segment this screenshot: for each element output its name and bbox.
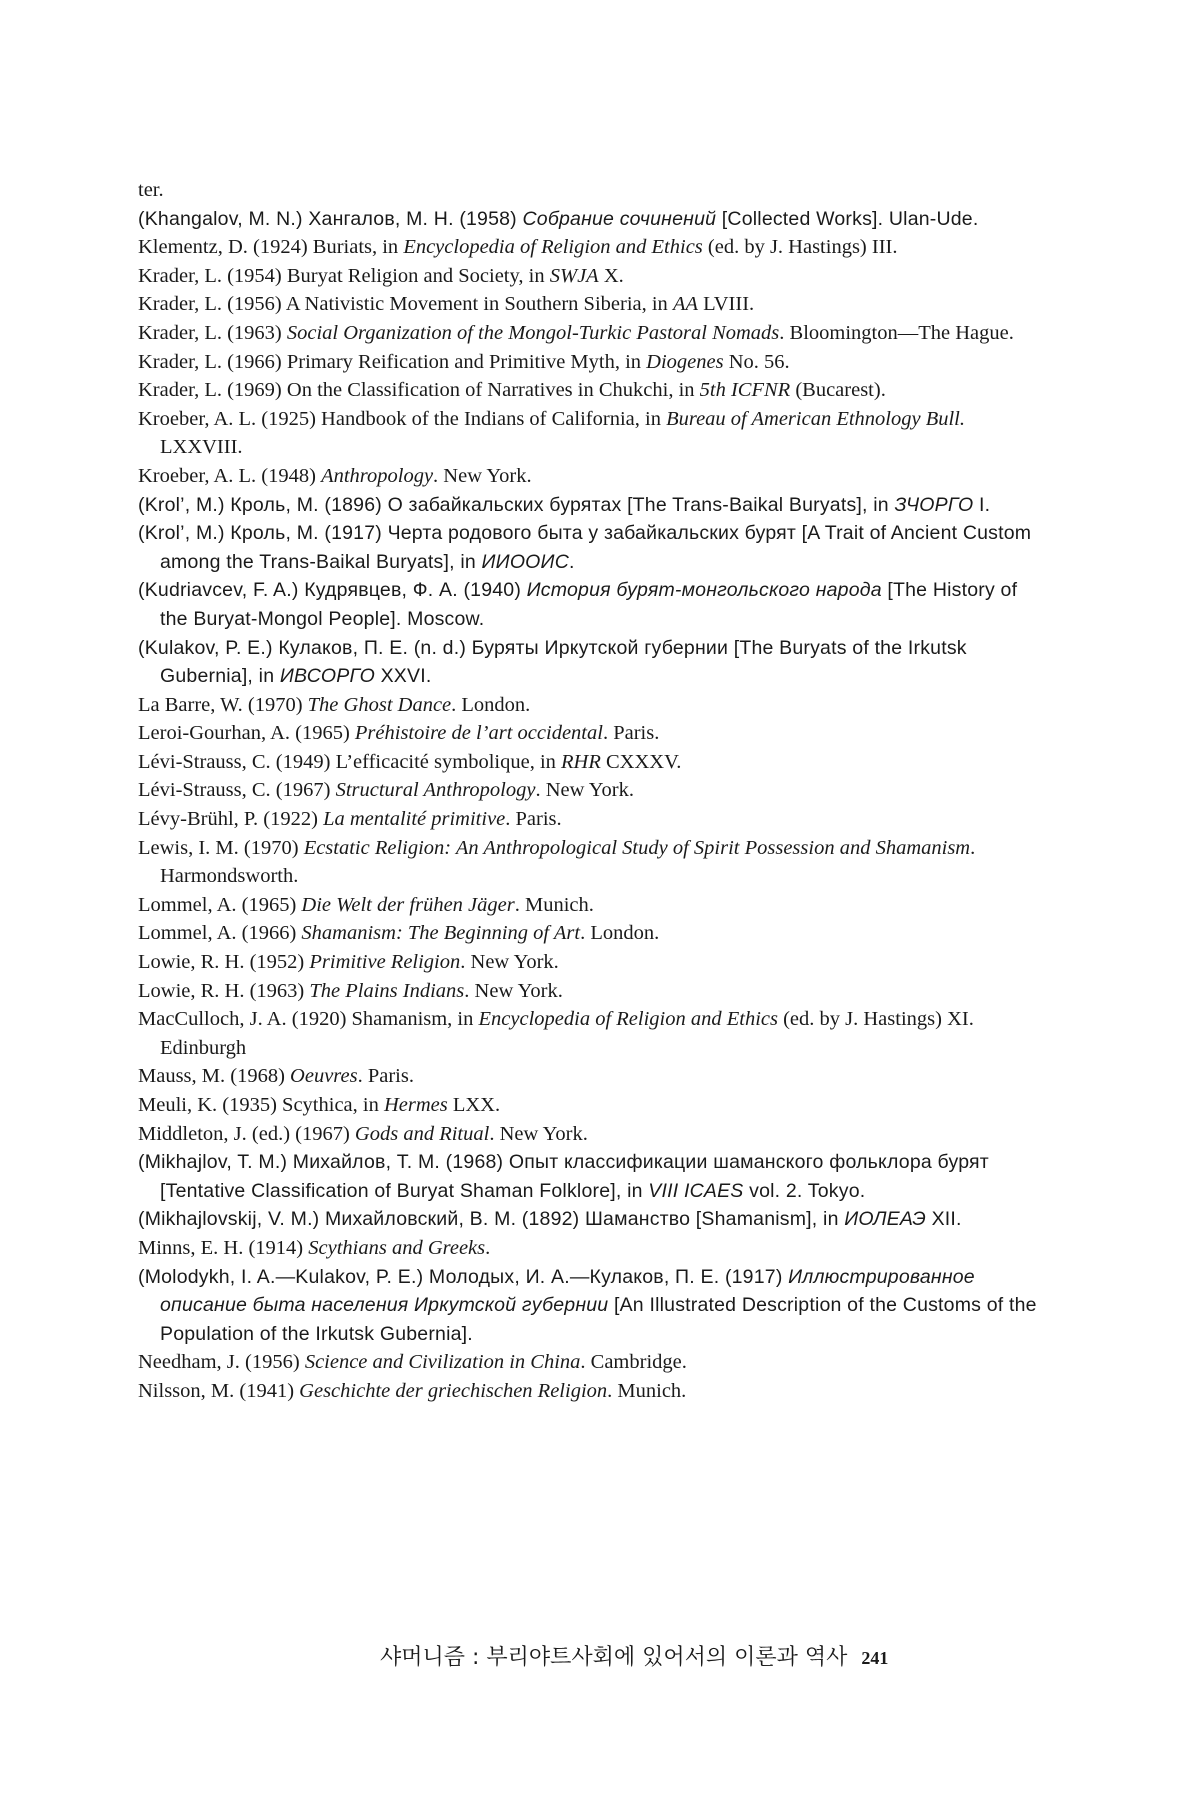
- reference-entry: [138, 176, 1043, 205]
- reference-title: The Ghost Dance: [307, 693, 452, 716]
- reference-text: Nilsson, M. (1941): [138, 1379, 300, 1402]
- reference-title: Anthropology: [321, 464, 434, 487]
- reference-text: (Kulakov, P. E.) Кулаков, П. Е. (n. d.) Буряты Иркутской губернии [The Buryats of the Irkutsk Gubernia], in: [138, 636, 967, 688]
- reference-title: Geschichte der griechischen Religion: [299, 1379, 608, 1402]
- reference-entry: [138, 462, 1043, 491]
- reference-title: La mentalité primitive: [323, 808, 506, 831]
- reference-text: . New York.: [460, 951, 559, 974]
- reference-title: ИИООИС: [481, 550, 569, 573]
- reference-text: (ed. by J. Hastings) III.: [702, 236, 898, 259]
- reference-entry: [138, 290, 1043, 319]
- reference-text: . London.: [580, 922, 660, 945]
- reference-text: Lévi-Strauss, C. (1967): [138, 779, 336, 802]
- reference-title: ИОЛЕАЭ: [844, 1208, 926, 1231]
- reference-entry: [138, 405, 1043, 462]
- reference-text: LXX.: [447, 1094, 501, 1116]
- reference-title: Shamanism: The Beginning of Art: [301, 922, 581, 945]
- reference-entry: [138, 1348, 1043, 1377]
- reference-text: Krader, L. (1956) A Nativistic Movement in Southern Siberia, in: [138, 293, 673, 316]
- reference-text: LXXVIII.: [160, 436, 243, 459]
- reference-text: Leroi-Gourhan, A. (1965): [138, 722, 355, 745]
- reference-entry: [138, 1263, 1043, 1349]
- reference-text: (ed. by J. Hastings) XI. Edinburgh: [160, 1008, 974, 1059]
- reference-entry: [138, 348, 1043, 377]
- reference-text: Kroeber, A. L. (1948): [138, 464, 322, 487]
- reference-title: Science and Civilization in China: [304, 1351, 581, 1374]
- reference-entry: [138, 491, 1043, 520]
- reference-title: ЗЧОРГО: [894, 493, 974, 516]
- reference-entry: [138, 1062, 1043, 1091]
- reference-entry: [138, 748, 1043, 777]
- reference-title: Oeuvres: [290, 1065, 358, 1088]
- reference-text: Kroeber, A. L. (1925) Handbook of the Indians of California, in: [138, 407, 667, 430]
- reference-entry: [138, 262, 1043, 291]
- reference-text: . Munich.: [607, 1379, 687, 1402]
- reference-entry: [138, 719, 1043, 748]
- reference-text: I.: [973, 493, 991, 516]
- reference-entry: [138, 891, 1043, 920]
- reference-text: [The History of the Buryat-Mongol People]. Moscow.: [160, 579, 1018, 630]
- reference-entry: [138, 977, 1043, 1006]
- reference-entry: [138, 1120, 1043, 1149]
- reference-title: Ecstatic Religion: An Anthropological Study of Spirit Possession and Shamanism: [303, 836, 971, 859]
- reference-text: ter.: [138, 179, 164, 201]
- reference-text: Minns, E. H. (1914): [138, 1236, 309, 1259]
- reference-text: Krader, L. (1954) Buryat Religion and Society, in: [138, 264, 550, 287]
- reference-text: Lommel, A. (1965): [138, 893, 302, 916]
- running-footer: 샤머니즘 : 부리야트사회에 있어서의 이론과 역사: [380, 1645, 848, 1670]
- reference-title: Encyclopedia of Religion and Ethics: [478, 1008, 778, 1031]
- reference-text: Meuli, K. (1935) Scythica, in: [138, 1094, 384, 1116]
- reference-text: .: [485, 1236, 491, 1259]
- reference-entry: [138, 691, 1043, 720]
- reference-entry: [138, 776, 1043, 805]
- reference-title: Hermes: [383, 1094, 448, 1116]
- reference-title: Gods and Ritual: [354, 1122, 490, 1145]
- reference-entry: [138, 519, 1043, 576]
- reference-entry: [138, 805, 1043, 834]
- reference-text: . New York.: [535, 779, 634, 802]
- reference-text: Lowie, R. H. (1963): [138, 979, 310, 1002]
- reference-text: . Cambridge.: [580, 1351, 687, 1374]
- reference-text: XXVI.: [374, 665, 432, 688]
- reference-text: . Harmondsworth.: [160, 836, 976, 888]
- reference-text: .: [568, 550, 575, 573]
- reference-text: Klementz, D. (1924) Buriats, in: [138, 236, 404, 259]
- reference-title: Собрание сочинений: [522, 207, 717, 230]
- reference-text: Krader, L. (1963): [138, 321, 287, 344]
- reference-entry: [138, 948, 1043, 977]
- reference-title: История бурят-монгольского народа: [526, 579, 882, 602]
- reference-entry: [138, 1234, 1043, 1263]
- reference-text: . New York.: [489, 1122, 588, 1145]
- reference-entry: [138, 576, 1043, 633]
- reference-text: Mauss, M. (1968): [138, 1065, 291, 1088]
- reference-text: . Bloomington—The Hague.: [779, 321, 1014, 344]
- reference-title: Diogenes: [646, 350, 724, 373]
- reference-title: Préhistoire de l’art occidental: [354, 722, 603, 745]
- reference-text: Lewis, I. M. (1970): [138, 836, 304, 859]
- reference-text: . New York.: [433, 464, 532, 487]
- reference-text: La Barre, W. (1970): [138, 693, 308, 716]
- reference-entry: [138, 1148, 1043, 1205]
- reference-text: vol. 2. Tokyo.: [743, 1179, 866, 1202]
- reference-title: VIII ICAES: [648, 1179, 744, 1202]
- reference-entry: [138, 376, 1043, 405]
- reference-text: X.: [598, 264, 624, 287]
- reference-title: Social Organization of the Mongol-Turkic Pastoral Nomads: [286, 321, 780, 344]
- reference-text: Krader, L. (1966) Primary Reification and Primitive Myth, in: [138, 350, 647, 373]
- reference-text: Lowie, R. H. (1952): [138, 951, 310, 974]
- reference-entry: [138, 1005, 1043, 1062]
- reference-entry: [138, 1377, 1043, 1406]
- reference-text: MacCulloch, J. A. (1920) Shamanism, in: [138, 1008, 479, 1031]
- reference-title: Scythians and Greeks: [308, 1236, 486, 1259]
- reference-text: Lévi-Strauss, C. (1949) L’efficacité symbolique, in: [138, 750, 562, 773]
- reference-text: (Bucarest).: [790, 379, 886, 402]
- reference-title: Иллюстрированное описание быта населения Иркутской губернии: [160, 1265, 975, 1317]
- reference-title: AA: [672, 293, 698, 316]
- reference-entry: [138, 1091, 1043, 1120]
- reference-text: . Munich.: [514, 893, 594, 916]
- reference-text: . Paris.: [505, 808, 562, 831]
- reference-text: . New York.: [464, 979, 563, 1002]
- reference-title: ИВСОРГО: [279, 665, 375, 688]
- reference-text: Middleton, J. (ed.) (1967): [138, 1122, 355, 1145]
- reference-title: Primitive Religion: [309, 951, 461, 974]
- reference-entry: [138, 919, 1043, 948]
- reference-text: . Paris.: [357, 1065, 414, 1088]
- reference-text: [An Illustrated Description of the Customs of the Population of the Irkutsk Gubernia].: [160, 1294, 1037, 1345]
- reference-text: XII.: [925, 1208, 962, 1231]
- reference-text: (Molodykh, I. A.—Kulakov, P. E.) Молодых, И. А.—Кулаков, П. Е. (1917): [138, 1265, 789, 1288]
- reference-text: (Mikhajlov, T. M.) Михайлов, Т. М. (1968) Опыт классификации шаманского фольклора бурят [Tentative Classification of Buryat Shaman Folklore], in: [138, 1151, 989, 1202]
- reference-entry: [138, 834, 1043, 891]
- reference-text: CXXXV.: [600, 750, 682, 773]
- reference-text: (Krol’, M.) Кроль, М. (1896) О забайкальских бурятах [The Trans-Baikal Buryats], in: [138, 493, 895, 516]
- reference-title: The Plains Indians: [309, 979, 465, 1002]
- reference-entry: [138, 205, 1043, 234]
- page-number: 241: [861, 1648, 889, 1668]
- reference-text: Lommel, A. (1966): [138, 922, 302, 945]
- reference-text: No. 56.: [723, 350, 790, 373]
- reference-text: LVIII.: [697, 293, 755, 316]
- reference-text: [Collected Works]. Ulan-Ude.: [716, 207, 979, 230]
- reference-entry: [138, 319, 1043, 348]
- reference-entry: [138, 634, 1043, 691]
- reference-text: (Kudriavcev, F. A.) Кудрявцев, Ф. А. (1940): [138, 579, 527, 602]
- reference-title: Die Welt der frühen Jäger: [301, 893, 515, 916]
- reference-text: (Krol’, M.) Кроль, М. (1917) Черта родового быта у забайкальских бурят [A Trait of Ancient Custom among the Trans-Baikal Buryats], in: [138, 522, 1032, 573]
- reference-title: Encyclopedia of Religion and Ethics: [403, 236, 703, 259]
- reference-title: 5th ICFNR: [699, 379, 791, 402]
- reference-text: . Paris.: [602, 722, 660, 745]
- bibliography-list: [138, 176, 1043, 1406]
- reference-title: RHR: [561, 750, 601, 773]
- reference-entry: [138, 233, 1043, 262]
- reference-text: . London.: [451, 693, 531, 716]
- reference-title: SWJA: [549, 264, 599, 287]
- reference-text: (Mikhajlovskij, V. M.) Михайловский, В. М. (1892) Шаманство [Shamanism], in: [138, 1208, 845, 1231]
- reference-title: Structural Anthropology: [335, 779, 536, 802]
- reference-title: Bureau of American Ethnology Bull.: [666, 407, 965, 430]
- page-footer: [380, 1640, 1020, 1671]
- reference-text: Needham, J. (1956): [138, 1351, 305, 1374]
- reference-entry: [138, 1205, 1043, 1234]
- reference-text: Lévy-Brühl, P. (1922): [138, 808, 324, 831]
- reference-text: (Khangalov, M. N.) Хангалов, М. Н. (1958): [138, 207, 523, 230]
- reference-text: Krader, L. (1969) On the Classification of Narratives in Chukchi, in: [138, 379, 700, 402]
